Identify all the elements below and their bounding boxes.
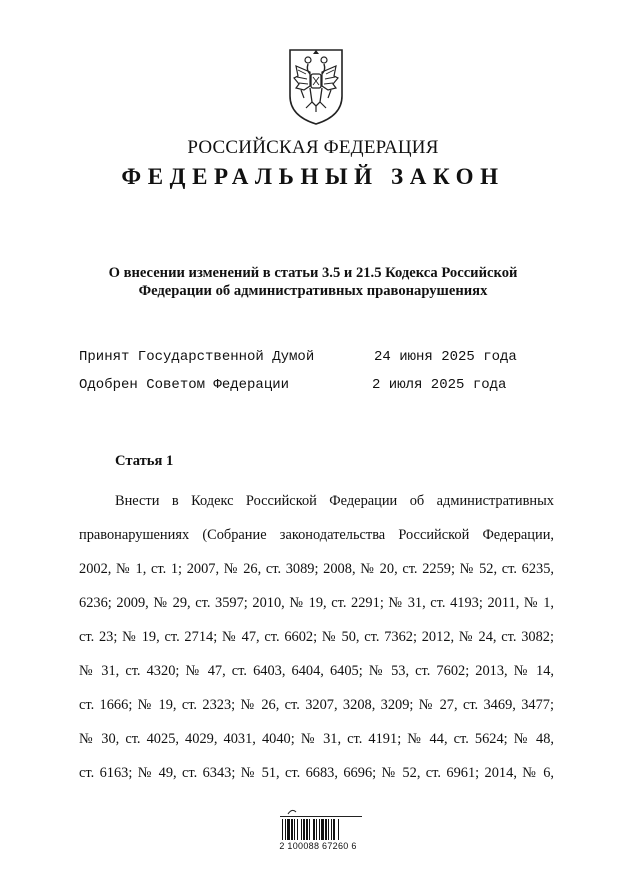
law-subject: [80, 264, 546, 300]
barcode-stripe: [319, 819, 320, 840]
article-body: [79, 484, 554, 790]
body-text-line: ст. 1666; № 19, ст. 2323; № 26, ст. 3207, 3208, 3209; № 27, ст. 3469, 3477;: [79, 697, 554, 713]
barcode-stripe: [303, 819, 305, 840]
barcode-stripe: [287, 819, 290, 840]
body-text-line: № 31, ст. 4320; № 47, ст. 6403, 6404, 6405; № 53, ст. 7602; 2013, № 14,: [79, 663, 554, 679]
law-subject-line: Федерации об административных правонарушениях: [138, 283, 488, 299]
article-title: Статья 1: [115, 453, 174, 469]
barcode-stripe: [294, 819, 295, 840]
barcode-stripe: [333, 819, 335, 840]
body-text-line: № 30, ст. 4025, 4029, 4031, 4040; № 31, ст. 4191; № 44, ст. 5624; № 48,: [79, 731, 554, 747]
document-type-title: ФЕДЕРАЛЬНЫЙ ЗАКОН: [121, 164, 505, 189]
body-text-line: 6236; 2009, № 29, ст. 3597; 2010, № 19, ст. 2291; № 31, ст. 4193; 2011, № 1,: [79, 595, 554, 611]
country-name: РОССИЙСКАЯ ФЕДЕРАЦИЯ: [187, 137, 439, 158]
barcode-icon: [278, 806, 364, 860]
council-approval-label: Одобрен Советом Федерации: [79, 377, 290, 393]
russian-coat-of-arms-icon: [286, 46, 346, 126]
council-approval-date: 2 июля 2025 года: [372, 377, 507, 393]
barcode-number: 2 100088 67260 6: [279, 841, 357, 851]
barcode-stripe: [321, 819, 324, 840]
barcode-stripe: [282, 819, 283, 840]
barcode-stripe: [316, 819, 317, 840]
barcode-stripe: [328, 819, 329, 840]
barcode-stripe: [291, 819, 293, 840]
body-text-line: 2002, № 1, ст. 1; 2007, № 26, ст. 3089; 2008, № 20, ст. 2259; № 52, ст. 6235,: [79, 561, 554, 577]
barcode-stripe: [297, 819, 298, 840]
barcode-stripe: [306, 819, 308, 840]
duma-adoption-label: Принят Государственной Думой: [79, 349, 315, 365]
body-text-line: ст. 6163; № 49, ст. 6343; № 51, ст. 6683, 6696; № 52, ст. 6961; 2014, № 6,: [79, 765, 554, 781]
duma-adoption-date: 24 июня 2025 года: [374, 349, 517, 365]
barcode-stripe: [313, 819, 315, 840]
body-text-line: ст. 23; № 19, ст. 2714; № 47, ст. 6602; № 50, ст. 7362; 2012, № 24, ст. 3082;: [79, 629, 554, 645]
barcode-stripe: [331, 819, 332, 840]
barcode-stripe: [285, 819, 286, 840]
barcode-stripe: [309, 819, 310, 840]
body-text-line: правонарушениях (Собрание законодательства Российской Федерации,: [79, 527, 554, 543]
barcode-stripe: [301, 819, 302, 840]
barcode-stripe: [338, 819, 339, 840]
body-text-line: Внести в Кодекс Российской Федерации об административных: [115, 493, 554, 509]
barcode-stripe: [325, 819, 327, 840]
law-subject-line: О внесении изменений в статьи 3.5 и 21.5 Кодекса Российской: [108, 265, 518, 281]
